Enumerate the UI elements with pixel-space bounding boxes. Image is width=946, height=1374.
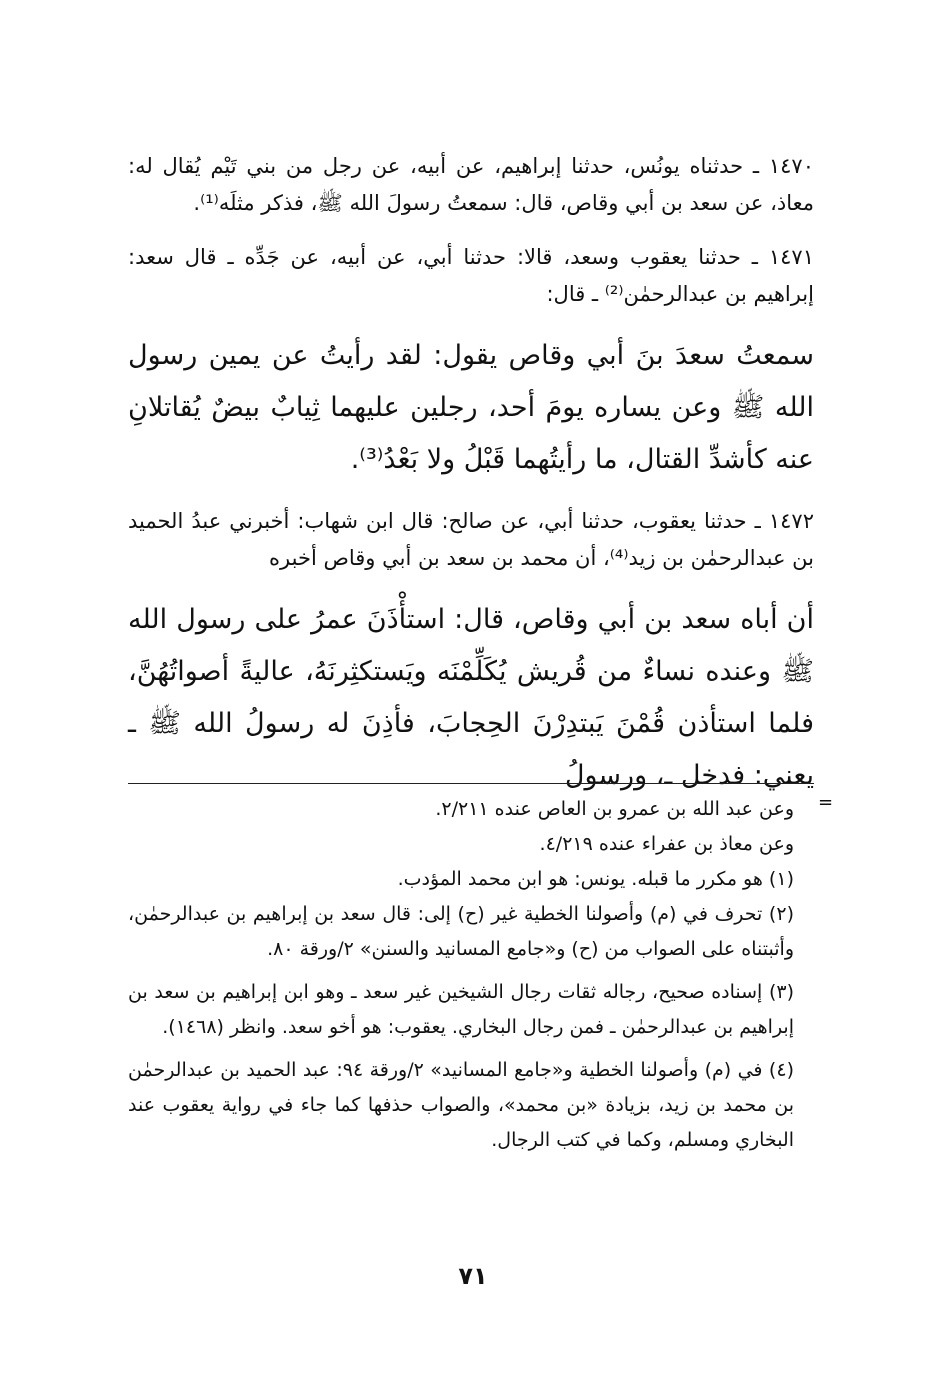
footnote-2: (٢) تحرف في (م) وأصولنا الخطية غير (ح) إلى: قال سعد بن إبراهيم بن عبدالرحمٰن، وأثبتناه على الصواب من (ح) و«جامع المسانيد والسنن» ٢/ورقة ٨٠.: [128, 903, 794, 960]
hadith-1470: ١٤٧٠ ـ حدثناه يونُس، حدثنا إبراهيم، عن أبيه، عن رجل من بني تَيْم يُقال له: معاذ، عن سعد بن أبي وقاص، قال: سمعتُ رسولَ الله ﷺ، فذكر مثلَه⁽¹⁾.: [128, 154, 814, 215]
footnotes: [128, 792, 794, 1158]
footnote-continuation-mark: =: [818, 792, 834, 813]
hadith-1471-isnad: ١٤٧١ ـ حدثنا يعقوب وسعد، قالا: حدثنا أبي، عن أبيه، عن جَدِّه ـ قال سعد: إبراهيم بن عبدالرحمٰن⁽²⁾ ـ قال:: [128, 245, 814, 306]
hadith-1472-matn: أن أباه سعد بن أبي وقاص، قال: استأْذَنَ عمرُ على رسول الله ﷺ وعنده نساءٌ من قُريش يُكَلِّمْنَه ويَستكثِرنَهُ، عاليةً أصواتُهُنَّ، فلما استأذن قُمْنَ يَبتدِرْنَ الحِجابَ، فأذِنَ له رسولُ الله ﷺ ـ يعني: فدخل ـ، ورسولُ: [128, 604, 814, 791]
footnote-continued-line: وعن معاذ بن عفراء عنده ٤/٢١٩.: [539, 833, 794, 855]
footnote-3: (٣) إسناده صحيح، رجاله ثقات رجال الشيخين غير سعد ـ وهو ابن إبراهيم بن سعد بن إبراهيم بن عبدالرحمٰن ـ فمن رجال البخاري. يعقوب: هو أخو سعد. وانظر (١٤٦٨).: [128, 981, 794, 1038]
hadith-1472-isnad: ١٤٧٢ ـ حدثنا يعقوب، حدثنا أبي، عن صالح: قال ابن شهاب: أخبرني عبدُ الحميد بن عبدالرحمٰن بن زيد⁽⁴⁾، أن محمد بن سعد بن أبي وقاص أخبره: [128, 509, 814, 570]
page-number: ٧١: [458, 1262, 488, 1290]
footnote-4: (٤) في (م) وأصولنا الخطية و«جامع المسانيد» ٢/ورقة ٩٤: عبد الحميد بن عبدالرحمٰن بن محمد بن زيد، بزيادة «بن محمد»، والصواب حذفها كما جاء في رواية يعقوب عند البخاري ومسلم، وكما في كتب الرجال.: [128, 1059, 794, 1151]
hadith-1471-matn: سمعتُ سعدَ بنَ أبي وقاص يقول: لقد رأيتُ عن يمين رسول الله ﷺ وعن يساره يومَ أحد، رجلين عليهما ثِيابٌ بيضٌ يُقاتلانِ عنه كأشدِّ القتال، ما رأيتُهما قَبْلُ ولا بَعْدُ⁽³⁾.: [128, 340, 814, 475]
footnote-separator: [128, 783, 814, 784]
main-text: [128, 148, 814, 819]
footnote-1: (١) هو مكرر ما قبله. يونس: هو ابن محمد المؤدب.: [397, 868, 794, 890]
footnote-continued-line: وعن عبد الله بن عمرو بن العاص عنده ٢/٢١١.: [435, 798, 794, 820]
